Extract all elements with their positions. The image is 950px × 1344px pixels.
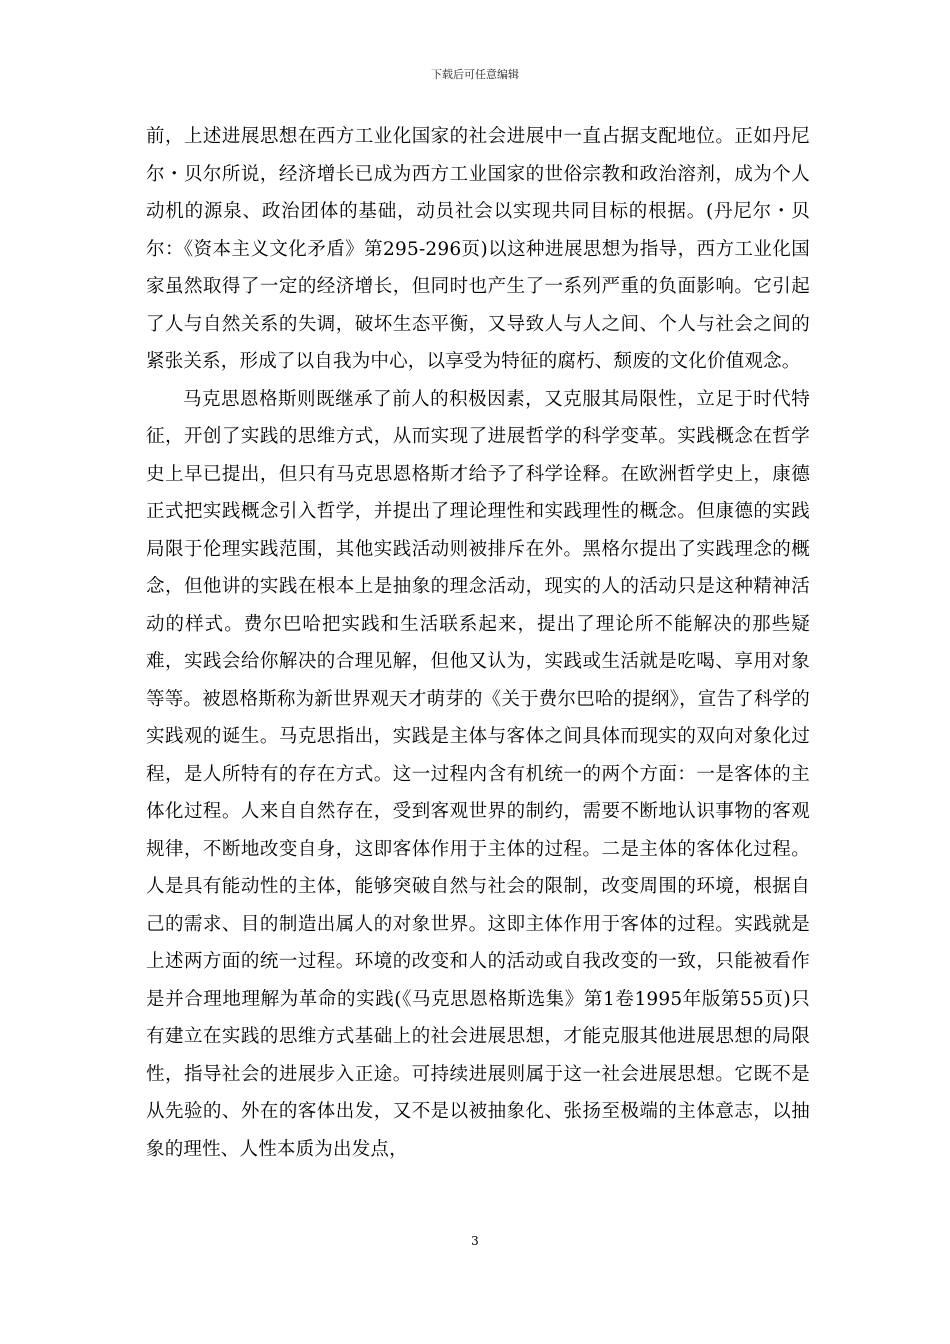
page-number: 3 [471, 1234, 479, 1248]
page-header: 下载后可任意编辑 [431, 68, 519, 81]
body-text [146, 118, 810, 1168]
paragraph-1: 前，上述进展思想在西方工业化国家的社会进展中一直占据支配地位。正如丹尼尔・贝尔所说，经济增长已成为西方工业国家的世俗宗教和政治溶剂，成为个人动机的源泉、政治团体的基础，动员社会以实现共同目标的根据。(丹尼尔・贝尔：《资本主义文化矛盾》第295-296页)以这种进展思想为指导，西方工业化国家虽然取得了一定的经济增长，但同时也产生了一系列严重的负面影响。它引起了人与自然关系的失调，破坏生态平衡，又导致人与人之间、个人与社会之间的紧张关系，形成了以自我为中心，以享受为特征的腐朽、颓废的文化价值观念。 [146, 126, 810, 372]
paragraph-2: 马克思恩格斯则既继承了前人的积极因素，又克服其局限性，立足于时代特征，开创了实践的思维方式，从而实现了进展哲学的科学变革。实践概念在哲学史上早已提出，但只有马克思恩格斯才给予了科学诠释。在欧洲哲学史上，康德正式把实践概念引入哲学，并提出了理论理性和实践理性的概念。但康德的实践局限于伦理实践范围，其他实践活动则被排斥在外。黑格尔提出了实践理念的概念，但他讲的实践在根本上是抽象的理念活动，现实的人的活动只是这种精神活动的样式。费尔巴哈把实践和生活联系起来，提出了理论所不能解决的那些疑难，实践会给你解决的合理见解，但他又认为，实践或生活就是吃喝、享用对象等等。被恩格斯称为新世界观天才萌芽的《关于费尔巴哈的提纲》，宣告了科学的实践观的诞生。马克思指出，实践是主体与客体之间具体而现实的双向对象化过程，是人所特有的存在方式。这一过程内含有机统一的两个方面：一是客体的主体化过程。人来自自然存在，受到客观世界的制约，需要不断地认识事物的客观规律，不断地改变自身，这即客体作用于主体的过程。二是主体的客体化过程。人是具有能动性的主体，能够突破自然与社会的限制，改变周围的环境，根据自己的需求、目的制造出属人的对象世界。这即主体作用于客体的过程。实践就是上述两方面的统一过程。环境的改变和人的活动或自我改变的一致，只能被看作是并合理地理解为革命的实践(《马克思恩格斯选集》第1卷1995年版第55页)只有建立在实践的思维方式基础上的社会进展思想，才能克服其他进展思想的局限性，指导社会的进展步入正途。可持续进展则属于这一社会进展思想。它既不是从先验的、外在的客体出发，又不是以被抽象化、张扬至极端的主体意志，以抽象的理性、人性本质为出发点， [146, 388, 810, 1160]
